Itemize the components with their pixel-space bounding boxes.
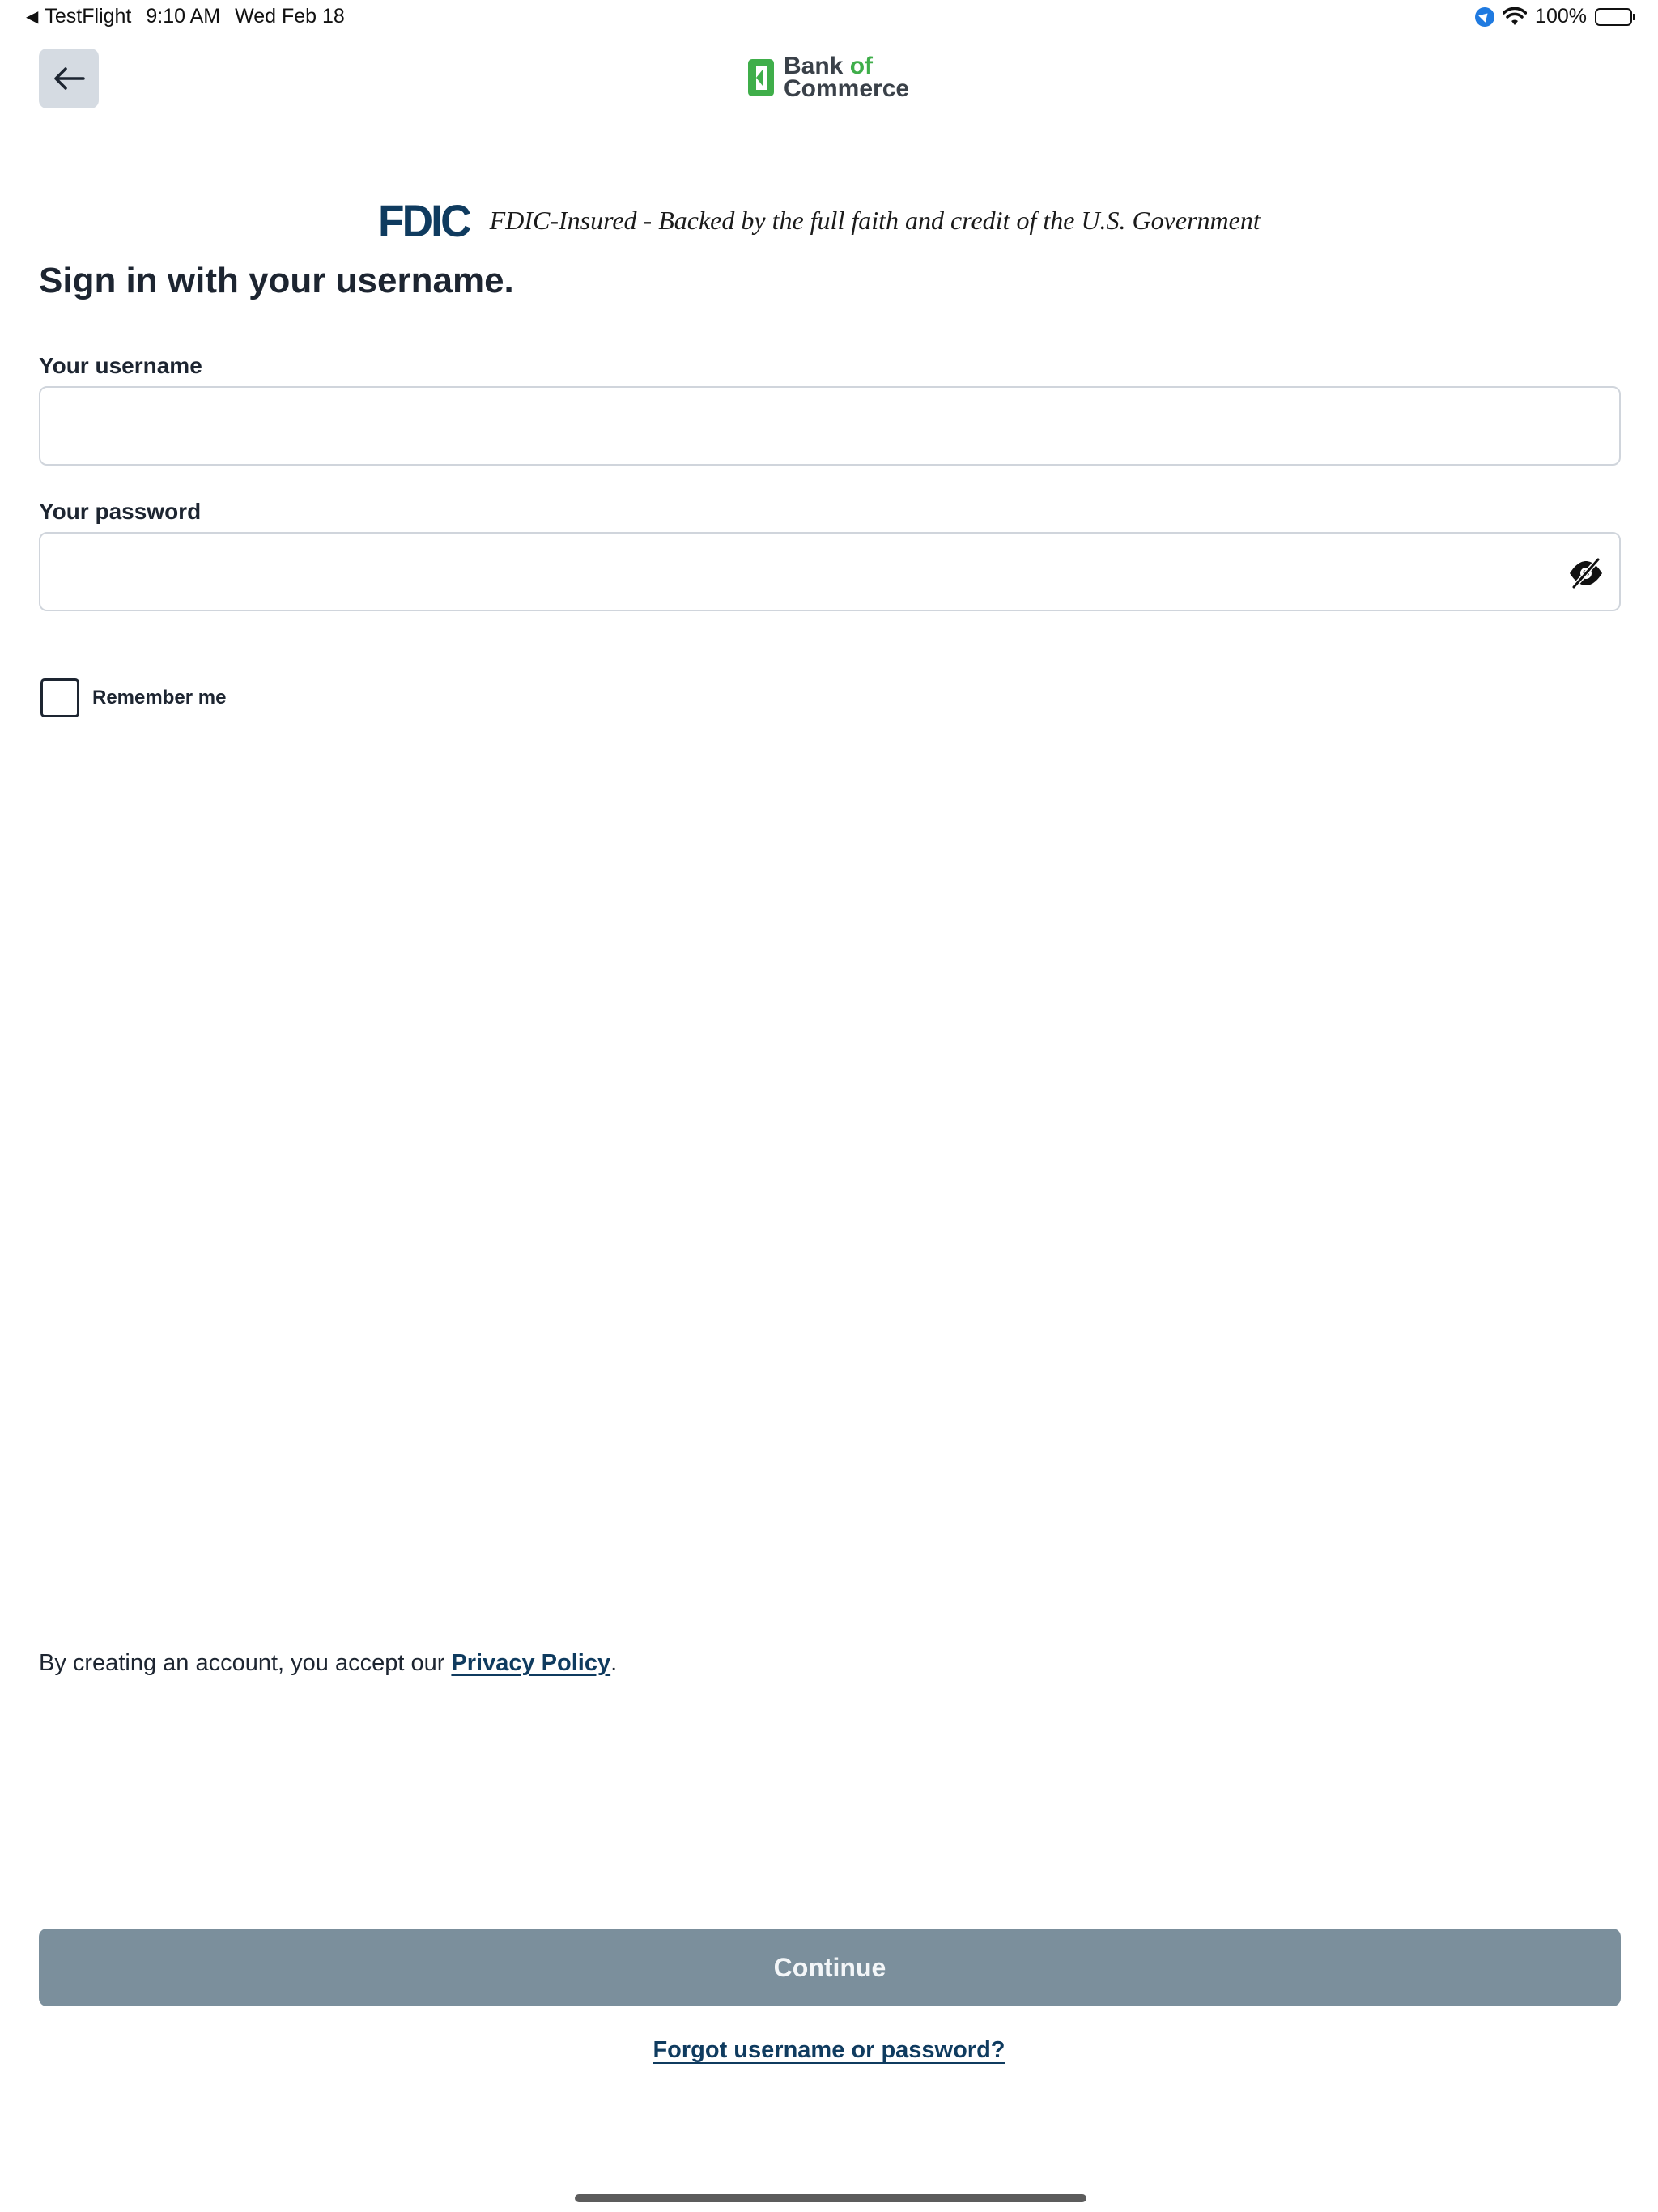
privacy-notice [39,1650,617,1677]
password-label: Your password [39,499,202,524]
privacy-suffix: . [610,1650,618,1676]
privacy-prefix: By creating an account, you accept our [39,1650,452,1676]
back-to-app-label[interactable]: TestFlight [45,5,132,28]
page-title: Sign in with your username. [39,261,514,300]
bank-logo-wordmark [784,55,909,100]
forgot-credentials-link[interactable]: Forgot username or password? [653,2037,1005,2063]
home-indicator[interactable] [575,2194,1086,2202]
username-label: Your username [39,353,202,378]
status-time: 9:10 AM [146,5,221,28]
privacy-policy-link[interactable]: Privacy Policy [451,1650,611,1676]
status-date: Wed Feb 18 [235,5,345,28]
bank-logo-mark-icon [746,57,776,98]
wifi-icon [1503,7,1527,27]
battery-icon [1595,8,1632,26]
bank-logo [746,55,909,100]
remember-me-checkbox[interactable] [40,678,79,717]
back-button[interactable] [39,49,99,108]
eye-slash-icon[interactable] [1567,555,1605,592]
password-input[interactable] [39,532,1621,611]
username-input[interactable] [39,386,1621,466]
logo-word-of: of [849,53,874,79]
remember-me[interactable] [40,678,226,717]
remember-me-label[interactable]: Remember me [92,687,227,708]
continue-button[interactable] [39,1929,1621,2006]
status-bar [26,5,1632,34]
logo-word-bank: Bank [784,53,844,79]
status-left [26,5,345,28]
back-to-app-icon[interactable]: ◀ [26,8,39,26]
status-right [1475,5,1632,28]
logo-word-commerce: Commerce [784,75,910,102]
battery-percent: 100% [1535,5,1587,28]
fdic-text: FDIC-Insured - Backed by the full faith and credit of the U.S. Government [489,206,1261,235]
fdic-logo: FDIC [377,195,470,246]
arrow-left-icon [53,66,85,91]
continue-label: Continue [773,1952,886,1982]
fdic-banner [376,194,1261,247]
location-icon [1475,7,1494,27]
